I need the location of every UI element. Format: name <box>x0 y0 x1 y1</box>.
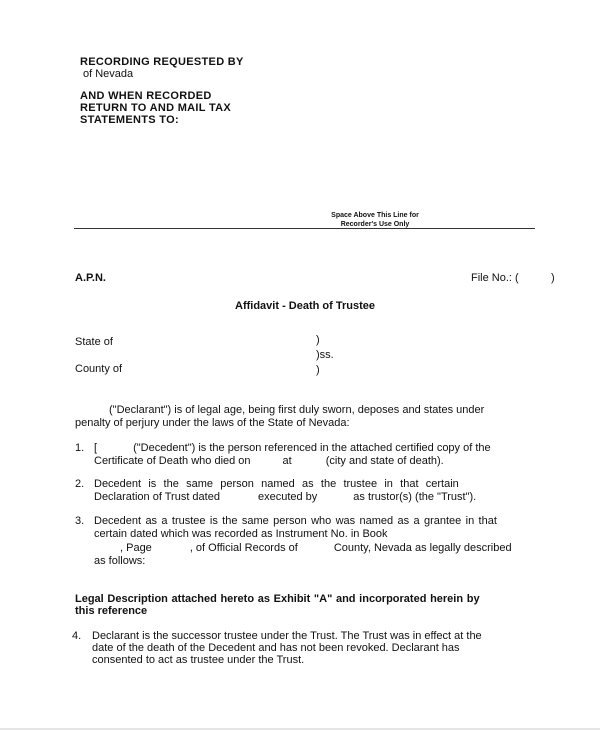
item-2-trustor-label: as trustor(s) (the "Trust"). <box>353 491 477 504</box>
item-4-number: 4. <box>72 630 82 642</box>
item-4-line-2: date of the death of the Decedent and has not been revoked. Declarant has <box>92 642 460 654</box>
item-4 <box>92 630 532 666</box>
space-note <box>300 211 450 229</box>
item-3-county-label: County, Nevada as legally described <box>333 541 512 554</box>
item-1-number: 1. <box>75 442 85 454</box>
venue-paren-bottom: ) <box>316 364 320 376</box>
apn-label: A.P.N. <box>75 272 106 284</box>
item-2 <box>94 478 537 505</box>
space-note-line-1: Space Above This Line for <box>331 212 419 219</box>
county-label: County of <box>75 363 123 375</box>
legal-description <box>75 593 537 617</box>
item-3-dated-label: dated <box>130 528 158 541</box>
legal-description-line-2: this reference <box>75 605 148 617</box>
item-1-at-label: at <box>282 455 292 468</box>
intro-line-1: ("Declarant") is of legal age, being first duly sworn, deposes and states under <box>109 404 485 416</box>
item-4-line-1: Declarant is the successor trustee under the Trust. The Trust was in effect at the <box>92 630 482 642</box>
venue-paren-top: ) <box>316 334 320 346</box>
item-2-line-1: Decedent is the same person named as the trustee in that certain <box>94 478 459 490</box>
item-3-official-records-label: , of Official Records of <box>189 541 298 554</box>
requester-name: of Nevada <box>83 68 134 80</box>
return-line-3: STATEMENTS TO: <box>80 114 179 126</box>
item-3-line-4: as follows: <box>94 555 146 568</box>
item-2-number: 2. <box>75 478 85 490</box>
recorder-divider <box>74 228 535 229</box>
item-1-decedent-text: ("Decedent") is the person referenced in the attached certified copy of the <box>133 442 491 454</box>
document-title: Affidavit - Death of Trustee <box>235 300 375 312</box>
item-3-line-1: Decedent as a trustee is the same person who was named as a grantee in that <box>94 515 497 527</box>
item-3-line-3 <box>94 542 537 555</box>
item-1-death-date-label: Certificate of Death who died on <box>94 455 251 468</box>
legal-description-line-1: Legal Description attached hereto as Exhibit "A" and incorporated herein by <box>75 593 480 605</box>
item-2-executed-by-label: executed by <box>257 491 318 504</box>
item-3-line-2 <box>94 528 537 541</box>
item-3-book-label: in Book <box>350 528 388 541</box>
item-1-place-label: (city and state of death). <box>325 455 444 468</box>
return-line-2: RETURN TO AND MAIL TAX <box>80 102 232 114</box>
item-3 <box>94 515 537 569</box>
state-label: State of <box>75 336 113 348</box>
space-note-line-2: Recorder's Use Only <box>340 221 410 228</box>
item-1-bracket: [ <box>94 442 98 454</box>
recording-requested-by: RECORDING REQUESTED BY <box>80 56 244 68</box>
intro-line-2: penalty of perjury under the laws of the State of Nevada: <box>75 417 350 430</box>
item-3-certain-label: certain <box>94 528 128 541</box>
item-1 <box>94 442 537 469</box>
item-2-line-2 <box>94 491 537 504</box>
file-no-label: File No.: ( <box>471 272 519 284</box>
item-1-line-1 <box>94 442 537 455</box>
item-3-number: 3. <box>75 515 85 527</box>
item-3-page-label: , Page <box>120 541 152 554</box>
item-3-instrument-label: which was recorded as Instrument No. <box>160 528 348 541</box>
intro-paragraph <box>75 404 537 431</box>
venue-ss: )ss. <box>316 349 334 361</box>
item-1-line-2 <box>94 455 537 468</box>
item-2-trust-date-label: Declaration of Trust dated <box>94 491 220 504</box>
item-4-line-3: consented to act as trustee under the Trust. <box>92 654 305 666</box>
return-line-1: AND WHEN RECORDED <box>80 90 212 102</box>
file-no-close: ) <box>551 272 555 284</box>
